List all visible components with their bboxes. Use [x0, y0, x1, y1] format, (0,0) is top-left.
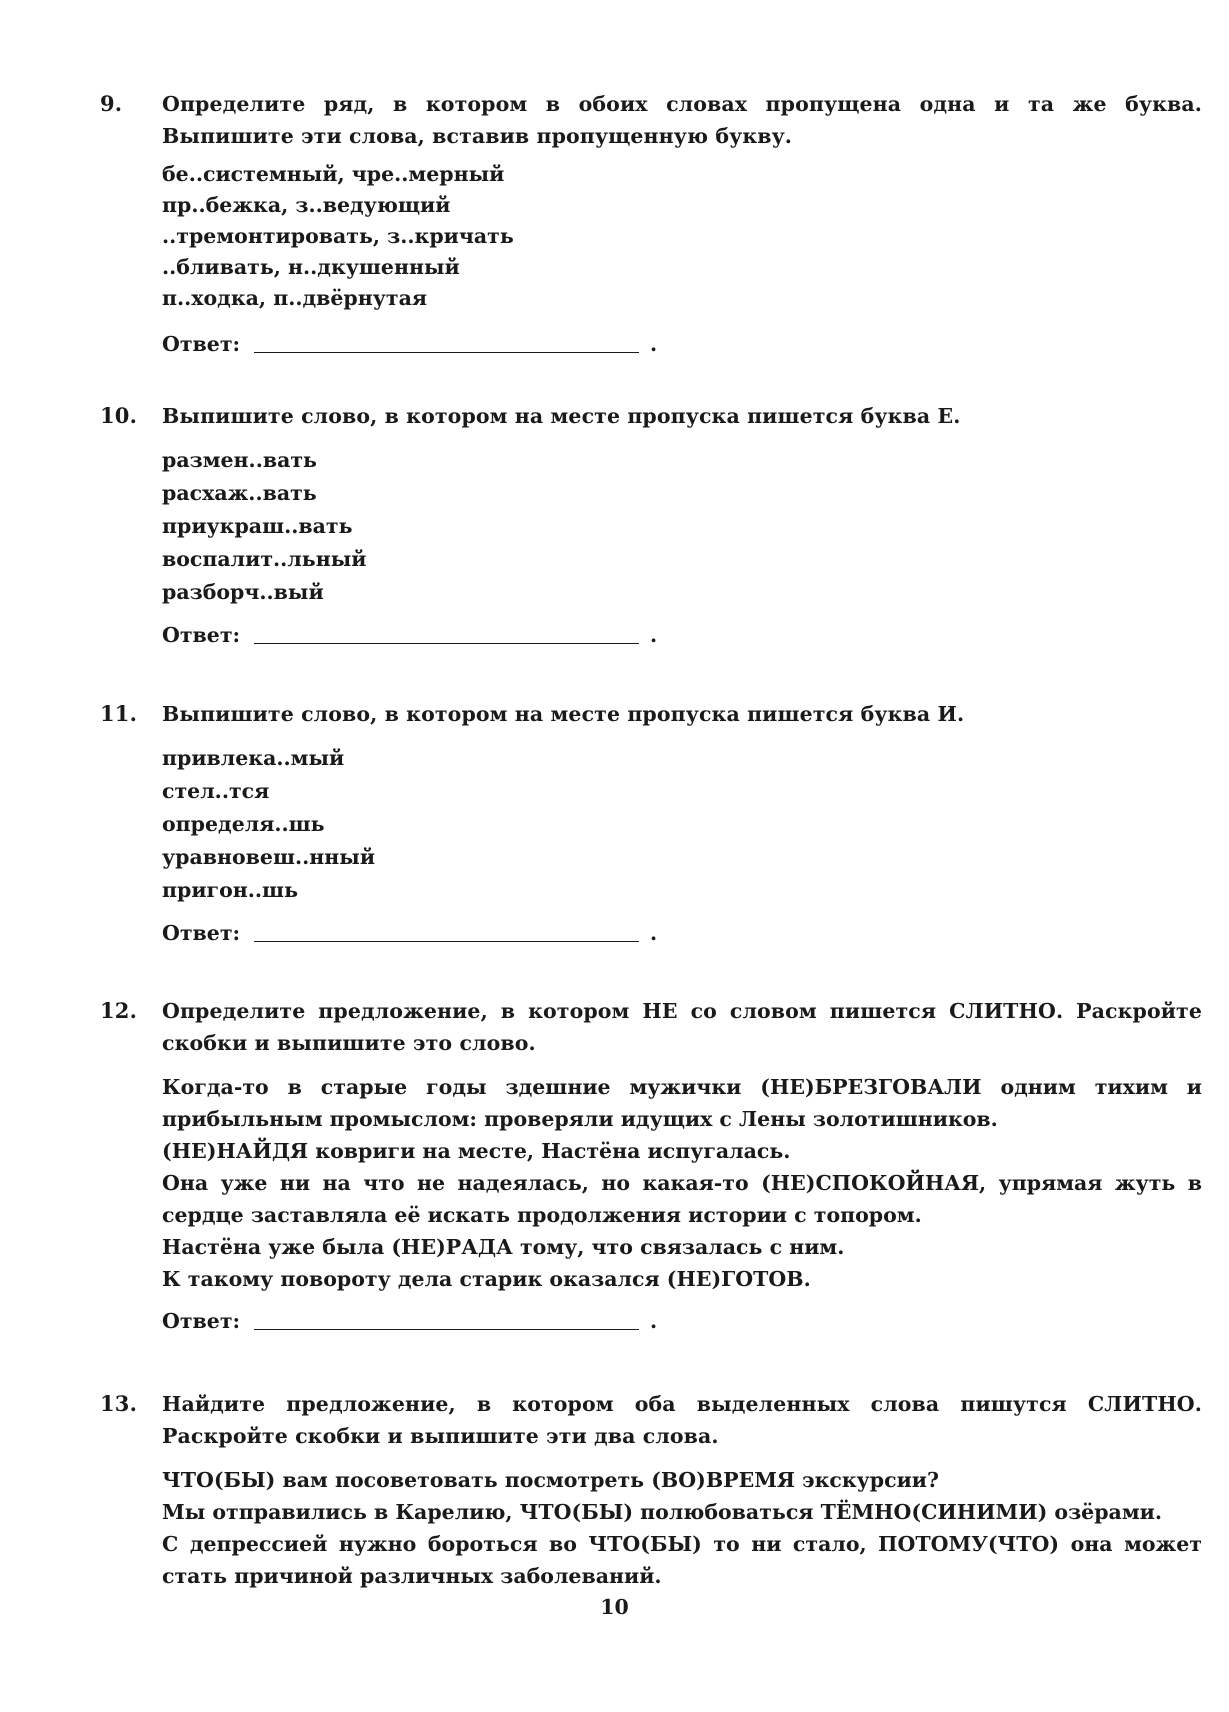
answer-row: [162, 328, 1202, 360]
sentence-item: (НЕ)НАЙДЯ ковриги на месте, Настёна испугалась.: [162, 1139, 791, 1163]
answer-label: Ответ:: [162, 921, 241, 945]
answer-field[interactable]: [254, 1329, 639, 1330]
sentence-item: К такому повороту дела старик оказался (НЕ)ГОТОВ.: [162, 1267, 811, 1291]
option-item: приукраш..вать: [162, 514, 353, 538]
sentence-list: [162, 1071, 1202, 1295]
answer-row: [162, 917, 1202, 949]
option-item: уравновеш..нный: [162, 845, 376, 869]
answer-label: Ответ:: [162, 332, 241, 356]
option-item: воспалит..льный: [162, 547, 367, 571]
option-item: разборч..вый: [162, 580, 324, 604]
sentence-item: Она уже ни на что не надеялась, но какая-то (НЕ)СПОКОЙНАЯ, упрямая жуть в сердце заставляла её искать продолжения истории с топором.: [162, 1171, 1202, 1227]
task-body: [162, 698, 1202, 949]
option-item: расхаж..вать: [162, 481, 317, 505]
task-body: [162, 1388, 1202, 1592]
answer-field[interactable]: [254, 352, 639, 353]
option-item: п..ходка, п..двёрнутая: [162, 286, 428, 310]
task-body: [162, 88, 1202, 360]
task-body: [162, 995, 1202, 1337]
task-question: Выпишите слово, в котором на месте пропуска пишется буква Е.: [162, 404, 961, 428]
task-question: Определите ряд, в котором в обоих словах пропущена одна и та же буква. Выпишите эти слова, вставив пропущенную букву.: [162, 92, 1202, 148]
sentence-item: Настёна уже была (НЕ)РАДА тому, что связалась с ним.: [162, 1235, 845, 1259]
answer-field[interactable]: [254, 643, 639, 644]
sentence-item: Когда-то в старые годы здешние мужички (НЕ)БРЕЗГОВАЛИ одним тихим и прибыльным промыслом: проверяли идущих с Лены золотишников.: [162, 1075, 1202, 1131]
task-number: 12.: [100, 998, 138, 1023]
task-question: Определите предложение, в котором НЕ со словом пишется СЛИТНО. Раскройте скобки и выпишите это слово.: [162, 999, 1202, 1055]
answer-period: .: [650, 921, 658, 945]
answer-label: Ответ:: [162, 1309, 241, 1333]
option-list: [162, 444, 1202, 609]
task-body: [162, 400, 1202, 651]
task-number: 11.: [100, 701, 138, 726]
option-item: привлека..мый: [162, 746, 345, 770]
answer-label: Ответ:: [162, 623, 241, 647]
option-list: [162, 159, 1202, 314]
answer-row: [162, 619, 1202, 651]
task-question: Найдите предложение, в котором оба выделенных слова пишутся СЛИТНО. Раскройте скобки и выпишите эти два слова.: [162, 1392, 1202, 1448]
task-number: 10.: [100, 403, 138, 428]
task-question: Выпишите слово, в котором на месте пропуска пишется буква И.: [162, 702, 965, 726]
sentence-item: Мы отправились в Карелию, ЧТО(БЫ) полюбоваться ТЁМНО(СИНИМИ) озёрами.: [162, 1500, 1162, 1524]
sentence-item: С депрессией нужно бороться во ЧТО(БЫ) то ни стало, ПОТОМУ(ЧТО) она может стать причиной различных заболеваний.: [162, 1532, 1202, 1588]
option-item: пр..бежка, з..ведующий: [162, 193, 451, 217]
option-item: размен..вать: [162, 448, 317, 472]
option-item: пригон..шь: [162, 878, 299, 902]
answer-period: .: [650, 332, 658, 356]
sentence-item: ЧТО(БЫ) вам посоветовать посмотреть (ВО)ВРЕМЯ экскурсии?: [162, 1468, 940, 1492]
task-number: 9.: [100, 91, 123, 116]
sentence-list: [162, 1464, 1202, 1592]
answer-period: .: [650, 623, 658, 647]
task-number: 13.: [100, 1391, 138, 1416]
option-item: стел..тся: [162, 779, 270, 803]
answer-period: .: [650, 1309, 658, 1333]
answer-field[interactable]: [254, 941, 639, 942]
option-list: [162, 742, 1202, 907]
option-item: бе..системный, чре..мерный: [162, 162, 505, 186]
option-item: определя..шь: [162, 812, 325, 836]
page-number: 10: [600, 1595, 629, 1619]
option-item: ..тремонтировать, з..кричать: [162, 224, 514, 248]
option-item: ..бливать, н..дкушенный: [162, 255, 460, 279]
answer-row: [162, 1305, 1202, 1337]
